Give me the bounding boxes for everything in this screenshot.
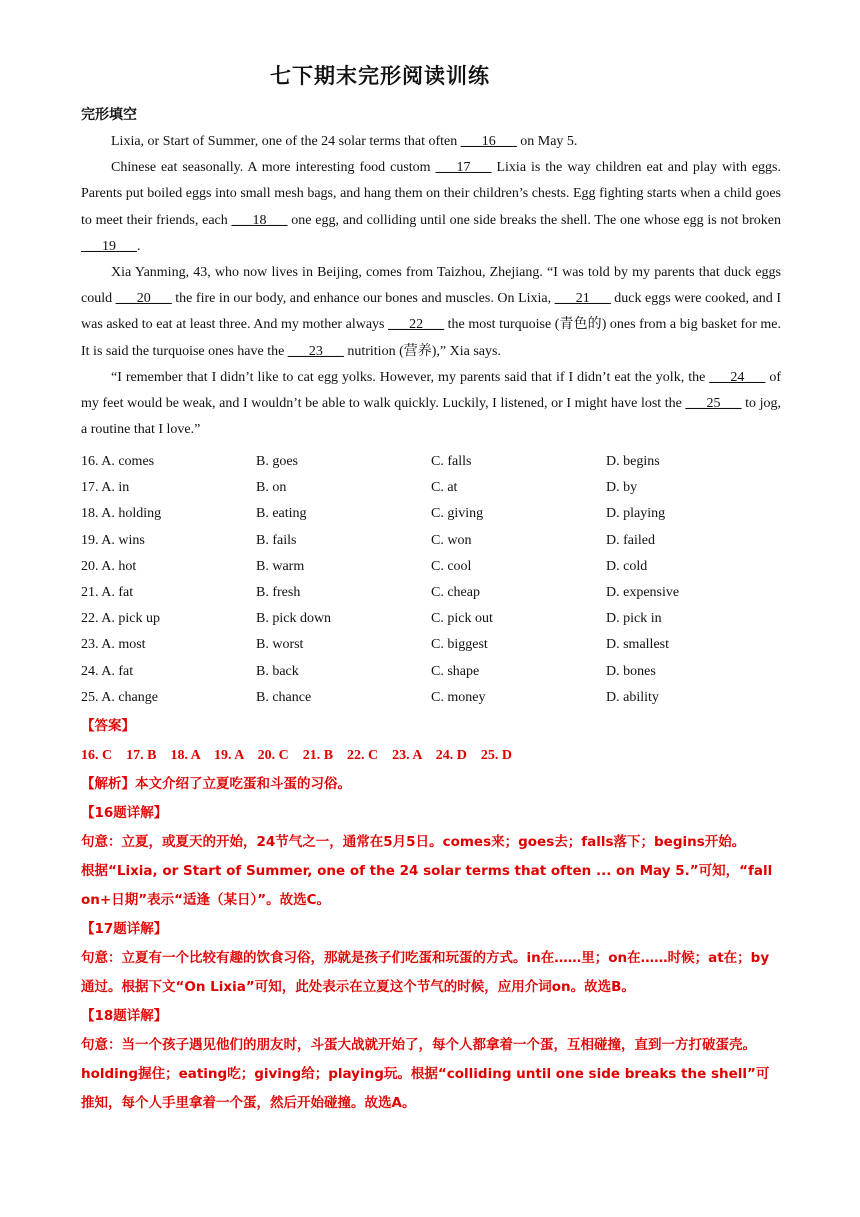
option-d: D. by	[606, 480, 638, 496]
option-b: B. fails	[256, 532, 297, 548]
option-c: C. cool	[431, 558, 472, 574]
explanation-heading-17: 【17题详解】	[81, 921, 168, 937]
explanation-17: 句意：立夏有一个比较有趣的饮食习俗，那就是孩子们吃蛋和玩蛋的方式。in在……里；on在……时候；at在；by通过。根据下文“On Lixia”可知，此处表示在立夏这个节气的时候，应用介词on。故选B。	[81, 950, 770, 995]
option-b: B. fresh	[256, 584, 301, 600]
explanation-16-meaning: 句意：立夏，或夏天的开始，24节气之一，通常在5月5日。comes来；goes去；falls落下；begins开始。	[81, 834, 746, 850]
passage-text: Lixia is the way children eat and play with eggs. Parents put boiled eggs into small mesh bags, and hang them on their children’s chests. Egg fighting starts when a child goes to meet their friends, each	[81, 160, 781, 228]
option-d: D. bones	[606, 663, 656, 679]
answer-keys: 16. C 17. B 18. A 19. A 20. C 21. B 22. C 23. A 24. D 25. D	[81, 748, 512, 763]
passage-text: duck eggs were cooked, and I was asked to eat at least three. And my mother always	[81, 291, 781, 333]
blank-16: ___16___	[460, 134, 517, 149]
option-b: B. pick down	[256, 611, 332, 627]
blank-23: ___23___	[287, 343, 344, 359]
blank-21: ___21___	[554, 291, 611, 307]
passage-text: to jog, a routine that I love.”	[81, 396, 782, 438]
analysis-summary: 【解析】本文介绍了立夏吃蛋和斗蛋的习俗。	[81, 776, 351, 792]
option-c: C. falls	[431, 454, 472, 469]
option-c: C. cheap	[431, 584, 480, 600]
option-b: B. eating	[256, 506, 307, 522]
section-heading: 完形填空	[81, 107, 137, 123]
option-d: D. cold	[606, 558, 648, 574]
option-row	[81, 632, 781, 658]
passage-text: “I remember that I didn’t like to cat egg yolks. However, my parents said that if I didn’t eat the yolk, the	[111, 369, 710, 385]
option-c: C. biggest	[431, 637, 488, 653]
option-d: D. playing	[606, 506, 666, 522]
option-b: B. worst	[256, 637, 304, 653]
option-a: 22. A. pick up	[81, 611, 160, 627]
option-b: B. back	[256, 663, 299, 679]
option-row	[81, 528, 781, 554]
option-row	[81, 606, 781, 632]
option-c: C. giving	[431, 506, 484, 522]
passage-text: on May 5.	[516, 134, 578, 149]
explanation-heading-18: 【18题详解】	[81, 1008, 168, 1024]
passage-text: .	[137, 238, 141, 254]
blank-20: ___20___	[115, 291, 172, 307]
blank-17: ___17___	[435, 160, 492, 176]
option-a: 21. A. fat	[81, 584, 134, 600]
explanation-16-reason: 根据“Lixia, or Start of Summer, one of the 24 solar terms that often ... on May 5.”可知，“fall on+日期”表示“适逢（某日）”。故选C。	[81, 863, 773, 908]
passage-paragraph	[81, 155, 781, 260]
option-c: C. shape	[431, 663, 480, 679]
option-a: 20. A. hot	[81, 558, 137, 574]
option-b: B. warm	[256, 558, 305, 574]
answer-heading: 【答案】	[81, 718, 135, 734]
option-a: 18. A. holding	[81, 506, 162, 522]
option-row	[81, 475, 781, 501]
option-a: 19. A. wins	[81, 532, 145, 548]
passage-text: the fire in our body, and enhance our bones and muscles. On Lixia,	[171, 291, 555, 307]
option-c: C. pick out	[431, 611, 493, 627]
passage-text: of my feet would be weak, and I wouldn’t be able to walk quickly. Luckily, I listened, or I might have lost the	[81, 369, 781, 412]
option-a: 17. A. in	[81, 480, 130, 496]
option-d: D. ability	[606, 689, 659, 705]
passage-text: nutrition (营养),” Xia says.	[343, 343, 501, 359]
option-row	[81, 685, 781, 711]
option-a: 23. A. most	[81, 637, 146, 653]
blank-19: ___19___	[81, 238, 137, 254]
passage-text: one egg, and colliding until one side breaks the shell. The one whose egg is not broken	[287, 212, 781, 228]
blank-24: ___24___	[709, 369, 766, 385]
option-row	[81, 580, 781, 606]
option-c: C. money	[431, 689, 486, 705]
explanation-18: 句意：当一个孩子遇见他们的朋友时，斗蛋大战就开始了，每个人都拿着一个蛋，互相碰撞，直到一方打破蛋壳。holding握住；eating吃；giving给；playing玩。根据“colliding until one side breaks the shell”可推知，每个人手里拿着一个蛋，然后开始碰撞。故选A。	[81, 1037, 770, 1111]
passage-text: Lixia, or Start of Summer, one of the 24 solar terms that often	[111, 134, 461, 149]
option-b: B. chance	[256, 689, 312, 705]
passage-text: the most turquoise (青色的) ones from a big basket for me. It is said the turquoise ones have the	[81, 317, 781, 359]
option-d: D. expensive	[606, 584, 680, 600]
option-row	[81, 449, 781, 475]
option-d: D. begins	[606, 454, 660, 469]
option-row	[81, 659, 781, 685]
blank-22: ___22___	[388, 317, 445, 333]
passage-paragraph	[81, 260, 781, 365]
blank-25: ___25___	[685, 396, 742, 412]
option-c: C. at	[431, 480, 458, 496]
option-row	[81, 554, 781, 580]
option-b: B. goes	[256, 454, 298, 469]
passage-paragraph	[81, 129, 781, 155]
option-d: D. pick in	[606, 611, 662, 627]
passage-text: Xia Yanming, 43, who now lives in Beijing, comes from Taizhou, Zhejiang. “I was told by my parents that duck eggs could	[81, 265, 781, 307]
option-a: 16. A. comes	[81, 454, 155, 469]
option-c: C. won	[431, 532, 472, 548]
option-d: D. smallest	[606, 637, 669, 653]
passage-paragraph	[81, 365, 781, 444]
option-b: B. on	[256, 480, 287, 496]
blank-18: ___18___	[231, 212, 288, 228]
passage-text: Chinese eat seasonally. A more interesting food custom	[111, 160, 436, 176]
options-list	[81, 449, 781, 711]
answer-section	[81, 712, 781, 1118]
option-a: 25. A. change	[81, 689, 158, 705]
option-d: D. failed	[606, 532, 655, 548]
cloze-passage	[81, 129, 781, 443]
option-a: 24. A. fat	[81, 663, 134, 679]
explanation-heading-16: 【16题详解】	[81, 805, 168, 821]
option-row	[81, 501, 781, 527]
page-title: 七下期末完形阅读训练	[270, 64, 490, 88]
